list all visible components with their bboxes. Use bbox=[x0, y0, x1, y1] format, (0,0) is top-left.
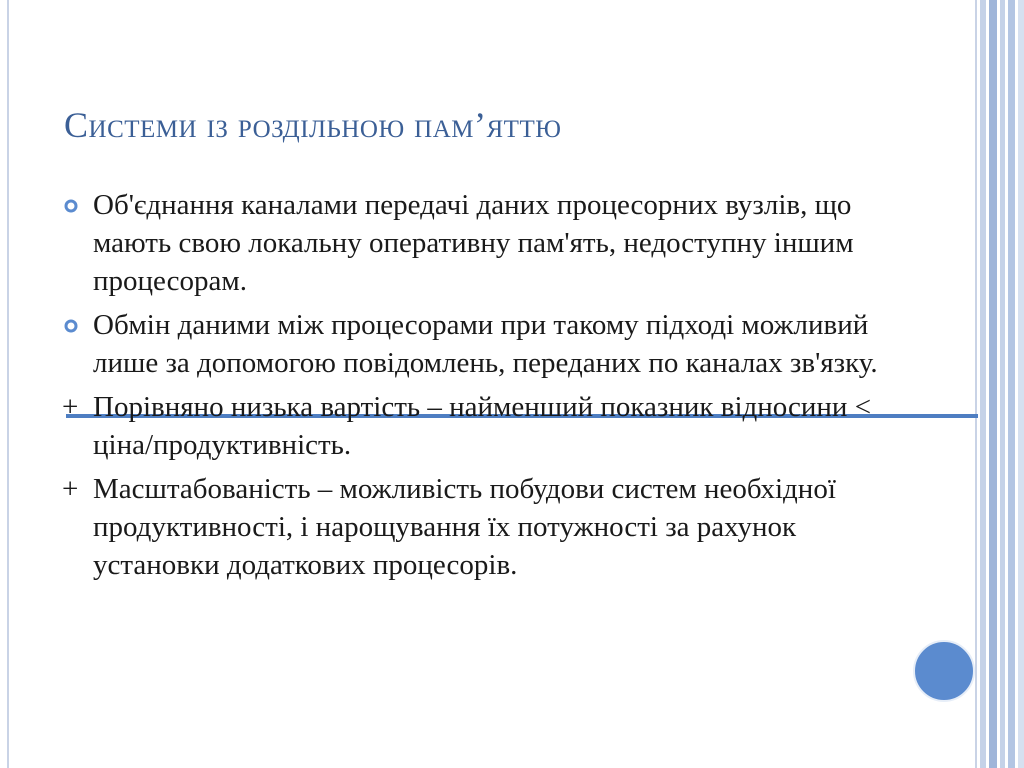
list-item-text: Масштабованість – можливість побудови систем необхідної продуктивності, і нарощування їх потужності за рахунок установки додаткових процесорів. bbox=[93, 473, 836, 581]
decorative-stripe bbox=[1000, 0, 1005, 768]
list-item-text: Порівняно низька вартість – найменший показник відносини < ціна/продуктивність. bbox=[93, 391, 872, 461]
decorative-stripe bbox=[1018, 0, 1024, 768]
list-item-text: Об'єднання каналами передачі даних процесорних вузлів, що мають свою локальну оперативну пам'ять, недоступну іншим процесорам. bbox=[93, 189, 854, 297]
circle-bullet-icon bbox=[64, 199, 78, 213]
list-item bbox=[58, 186, 878, 300]
decorative-circle bbox=[913, 640, 975, 702]
list-item-text: Обмін даними між процесорами при такому підході можливий лише за допомогою повідомлень, переданих по каналах зв'язку. bbox=[93, 309, 878, 379]
bullet-list bbox=[58, 186, 878, 590]
list-item bbox=[58, 388, 878, 464]
plus-marker: + bbox=[62, 473, 79, 505]
slide-title: Системи із роздільною пам’яттю bbox=[64, 105, 562, 145]
decorative-stripe bbox=[1008, 0, 1015, 768]
list-item bbox=[58, 470, 878, 584]
circle-bullet-icon bbox=[64, 319, 78, 333]
decorative-stripe bbox=[980, 0, 986, 768]
plus-marker: + bbox=[62, 391, 79, 423]
decorative-stripe bbox=[989, 0, 997, 768]
list-item bbox=[58, 306, 878, 382]
